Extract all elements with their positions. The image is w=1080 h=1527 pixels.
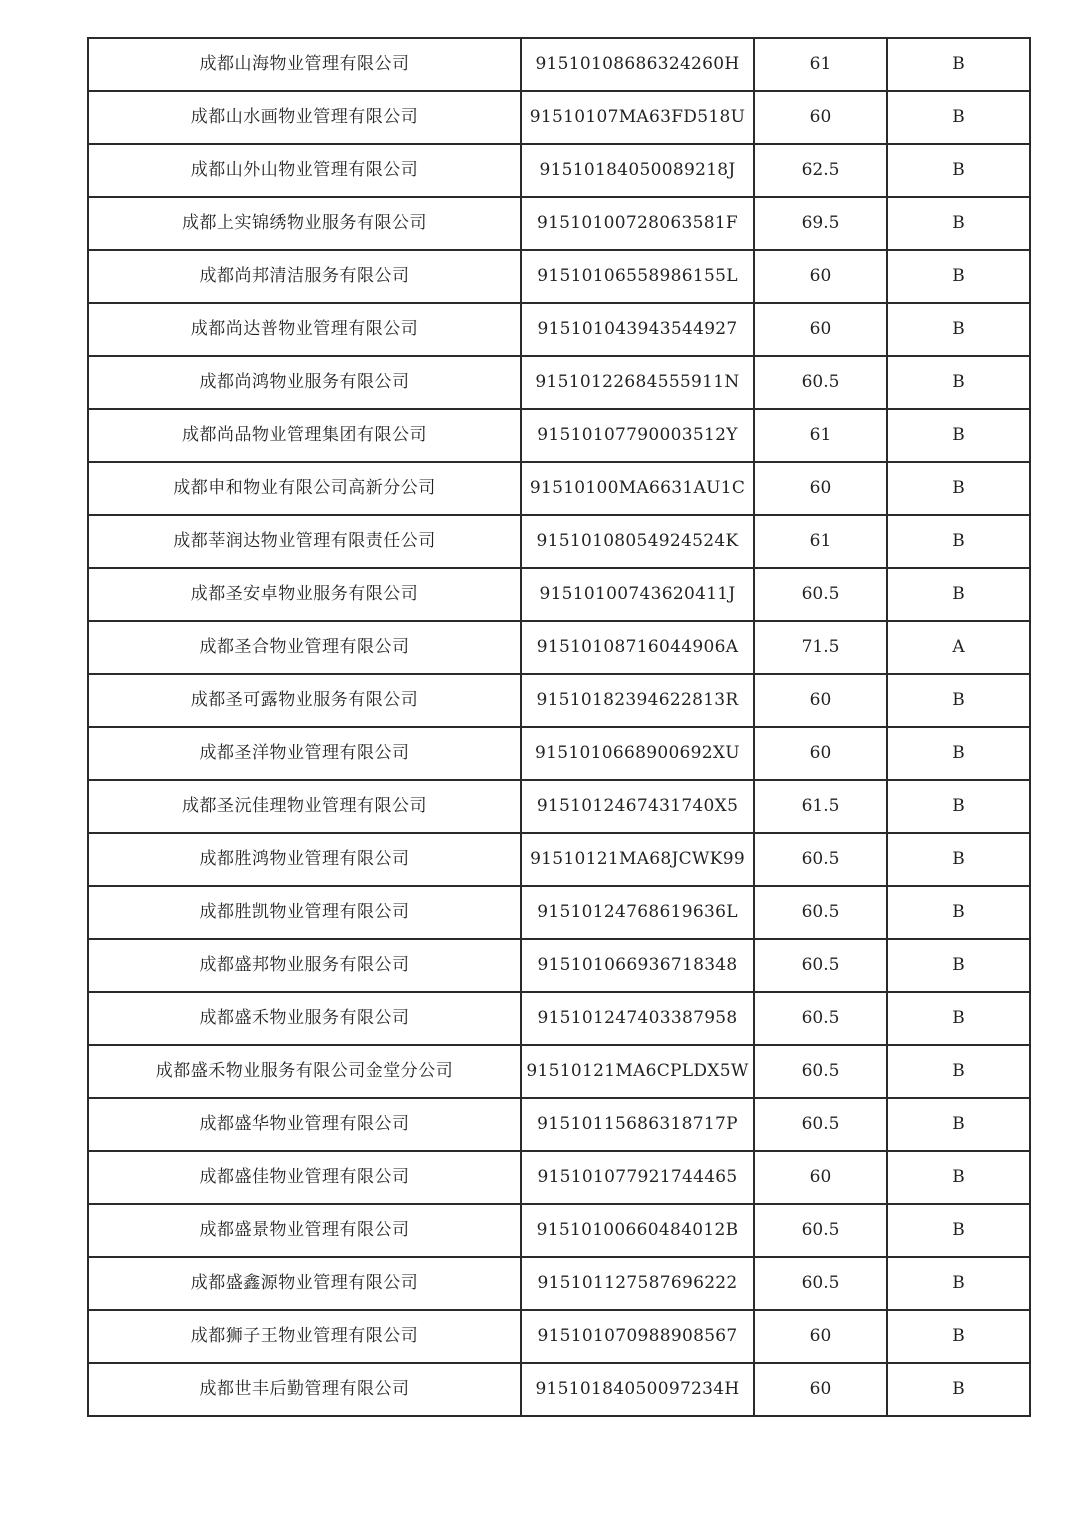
- score-cell: 62.5: [754, 144, 887, 197]
- score-cell: 61: [754, 38, 887, 91]
- company-name-cell: 成都盛禾物业服务有限公司: [88, 992, 521, 1045]
- score-cell: 60: [754, 462, 887, 515]
- score-cell: 61: [754, 515, 887, 568]
- table-row: [88, 1204, 1030, 1257]
- grade-cell: B: [887, 144, 1030, 197]
- company-name-cell: 成都山海物业管理有限公司: [88, 38, 521, 91]
- company-name-cell: 成都盛华物业管理有限公司: [88, 1098, 521, 1151]
- grade-cell: B: [887, 886, 1030, 939]
- grade-cell: B: [887, 356, 1030, 409]
- score-cell: 71.5: [754, 621, 887, 674]
- credit-code-cell: 91510121MA68JCWK99: [521, 833, 754, 886]
- table-row: [88, 674, 1030, 727]
- table-row: [88, 727, 1030, 780]
- credit-code-cell: 91510100660484012B: [521, 1204, 754, 1257]
- table-row: [88, 303, 1030, 356]
- credit-code-cell: 9151010668900692XU: [521, 727, 754, 780]
- company-name-cell: 成都尚邦清洁服务有限公司: [88, 250, 521, 303]
- table-row: [88, 515, 1030, 568]
- score-cell: 60.5: [754, 1098, 887, 1151]
- company-name-cell: 成都盛景物业管理有限公司: [88, 1204, 521, 1257]
- credit-code-cell: 91510184050097234H: [521, 1363, 754, 1416]
- table-row: [88, 250, 1030, 303]
- company-name-cell: 成都尚品物业管理集团有限公司: [88, 409, 521, 462]
- credit-code-cell: 91510100MA6631AU1C: [521, 462, 754, 515]
- grade-cell: B: [887, 91, 1030, 144]
- table-row: [88, 1151, 1030, 1204]
- table-row: [88, 1098, 1030, 1151]
- credit-code-cell: 91510107790003512Y: [521, 409, 754, 462]
- credit-code-cell: 9151012467431740X5: [521, 780, 754, 833]
- score-cell: 60: [754, 250, 887, 303]
- company-name-cell: 成都盛邦物业服务有限公司: [88, 939, 521, 992]
- credit-code-cell: 91510122684555911N: [521, 356, 754, 409]
- grade-cell: B: [887, 1363, 1030, 1416]
- score-cell: 69.5: [754, 197, 887, 250]
- grade-cell: B: [887, 780, 1030, 833]
- table-row: [88, 992, 1030, 1045]
- score-cell: 60.5: [754, 1045, 887, 1098]
- credit-code-cell: 91510107MA63FD518U: [521, 91, 754, 144]
- score-cell: 60: [754, 1363, 887, 1416]
- grade-cell: B: [887, 462, 1030, 515]
- table-row: [88, 38, 1030, 91]
- table-row: [88, 1310, 1030, 1363]
- company-name-cell: 成都尚达普物业管理有限公司: [88, 303, 521, 356]
- company-name-cell: 成都胜鸿物业管理有限公司: [88, 833, 521, 886]
- credit-code-cell: 91510100743620411J: [521, 568, 754, 621]
- table-row: [88, 1045, 1030, 1098]
- score-cell: 60.5: [754, 939, 887, 992]
- score-cell: 60: [754, 674, 887, 727]
- table-row: [88, 568, 1030, 621]
- credit-code-cell: 91510115686318717P: [521, 1098, 754, 1151]
- grade-cell: B: [887, 1257, 1030, 1310]
- table-row: [88, 462, 1030, 515]
- score-cell: 60: [754, 91, 887, 144]
- company-name-cell: 成都圣洋物业管理有限公司: [88, 727, 521, 780]
- grade-cell: B: [887, 1045, 1030, 1098]
- credit-code-cell: 915101127587696222: [521, 1257, 754, 1310]
- grade-cell: B: [887, 992, 1030, 1045]
- company-name-cell: 成都盛佳物业管理有限公司: [88, 1151, 521, 1204]
- table-row: [88, 91, 1030, 144]
- credit-code-cell: 915101043943544927: [521, 303, 754, 356]
- company-name-cell: 成都盛禾物业服务有限公司金堂分公司: [88, 1045, 521, 1098]
- credit-code-cell: 91510106558986155L: [521, 250, 754, 303]
- score-cell: 60.5: [754, 1257, 887, 1310]
- grade-cell: B: [887, 1098, 1030, 1151]
- grade-cell: B: [887, 409, 1030, 462]
- credit-code-cell: 915101066936718348: [521, 939, 754, 992]
- company-name-cell: 成都圣沅佳理物业管理有限公司: [88, 780, 521, 833]
- grade-cell: B: [887, 38, 1030, 91]
- credit-code-cell: 91510124768619636L: [521, 886, 754, 939]
- grade-cell: B: [887, 727, 1030, 780]
- table-row: [88, 356, 1030, 409]
- score-cell: 60: [754, 303, 887, 356]
- table-row: [88, 1363, 1030, 1416]
- table-row: [88, 144, 1030, 197]
- grade-cell: B: [887, 1310, 1030, 1363]
- credit-code-cell: 91510100728063581F: [521, 197, 754, 250]
- score-cell: 60.5: [754, 356, 887, 409]
- company-name-cell: 成都尚鸿物业服务有限公司: [88, 356, 521, 409]
- rating-table: [87, 37, 1031, 1417]
- company-name-cell: 成都申和物业有限公司高新分公司: [88, 462, 521, 515]
- table-row: [88, 197, 1030, 250]
- score-cell: 60.5: [754, 1204, 887, 1257]
- grade-cell: B: [887, 568, 1030, 621]
- company-name-cell: 成都莘润达物业管理有限责任公司: [88, 515, 521, 568]
- grade-cell: B: [887, 197, 1030, 250]
- table-row: [88, 621, 1030, 674]
- company-name-cell: 成都世丰后勤管理有限公司: [88, 1363, 521, 1416]
- table-row: [88, 409, 1030, 462]
- table-row: [88, 939, 1030, 992]
- company-name-cell: 成都圣安卓物业服务有限公司: [88, 568, 521, 621]
- company-name-cell: 成都胜凯物业管理有限公司: [88, 886, 521, 939]
- credit-code-cell: 91510108054924524K: [521, 515, 754, 568]
- company-name-cell: 成都圣合物业管理有限公司: [88, 621, 521, 674]
- grade-cell: B: [887, 303, 1030, 356]
- score-cell: 60.5: [754, 833, 887, 886]
- grade-cell: B: [887, 250, 1030, 303]
- company-name-cell: 成都上实锦绣物业服务有限公司: [88, 197, 521, 250]
- table-row: [88, 780, 1030, 833]
- credit-code-cell: 91510121MA6CPLDX5W: [521, 1045, 754, 1098]
- grade-cell: B: [887, 515, 1030, 568]
- company-name-cell: 成都山外山物业管理有限公司: [88, 144, 521, 197]
- credit-code-cell: 915101247403387958: [521, 992, 754, 1045]
- grade-cell: B: [887, 1151, 1030, 1204]
- grade-cell: B: [887, 939, 1030, 992]
- table-row: [88, 1257, 1030, 1310]
- grade-cell: B: [887, 674, 1030, 727]
- score-cell: 60: [754, 1151, 887, 1204]
- table-row: [88, 886, 1030, 939]
- grade-cell: B: [887, 833, 1030, 886]
- credit-code-cell: 91510182394622813R: [521, 674, 754, 727]
- table-row: [88, 833, 1030, 886]
- company-name-cell: 成都圣可露物业服务有限公司: [88, 674, 521, 727]
- grade-cell: B: [887, 1204, 1030, 1257]
- score-cell: 60: [754, 727, 887, 780]
- company-name-cell: 成都山水画物业管理有限公司: [88, 91, 521, 144]
- score-cell: 60.5: [754, 568, 887, 621]
- credit-code-cell: 91510184050089218J: [521, 144, 754, 197]
- credit-code-cell: 915101077921744465: [521, 1151, 754, 1204]
- score-cell: 60: [754, 1310, 887, 1363]
- table-body: [88, 38, 1030, 1416]
- score-cell: 60.5: [754, 992, 887, 1045]
- credit-code-cell: 91510108686324260H: [521, 38, 754, 91]
- company-name-cell: 成都狮子王物业管理有限公司: [88, 1310, 521, 1363]
- credit-code-cell: 915101070988908567: [521, 1310, 754, 1363]
- grade-cell: A: [887, 621, 1030, 674]
- score-cell: 61.5: [754, 780, 887, 833]
- score-cell: 60.5: [754, 886, 887, 939]
- company-name-cell: 成都盛鑫源物业管理有限公司: [88, 1257, 521, 1310]
- score-cell: 61: [754, 409, 887, 462]
- credit-code-cell: 91510108716044906A: [521, 621, 754, 674]
